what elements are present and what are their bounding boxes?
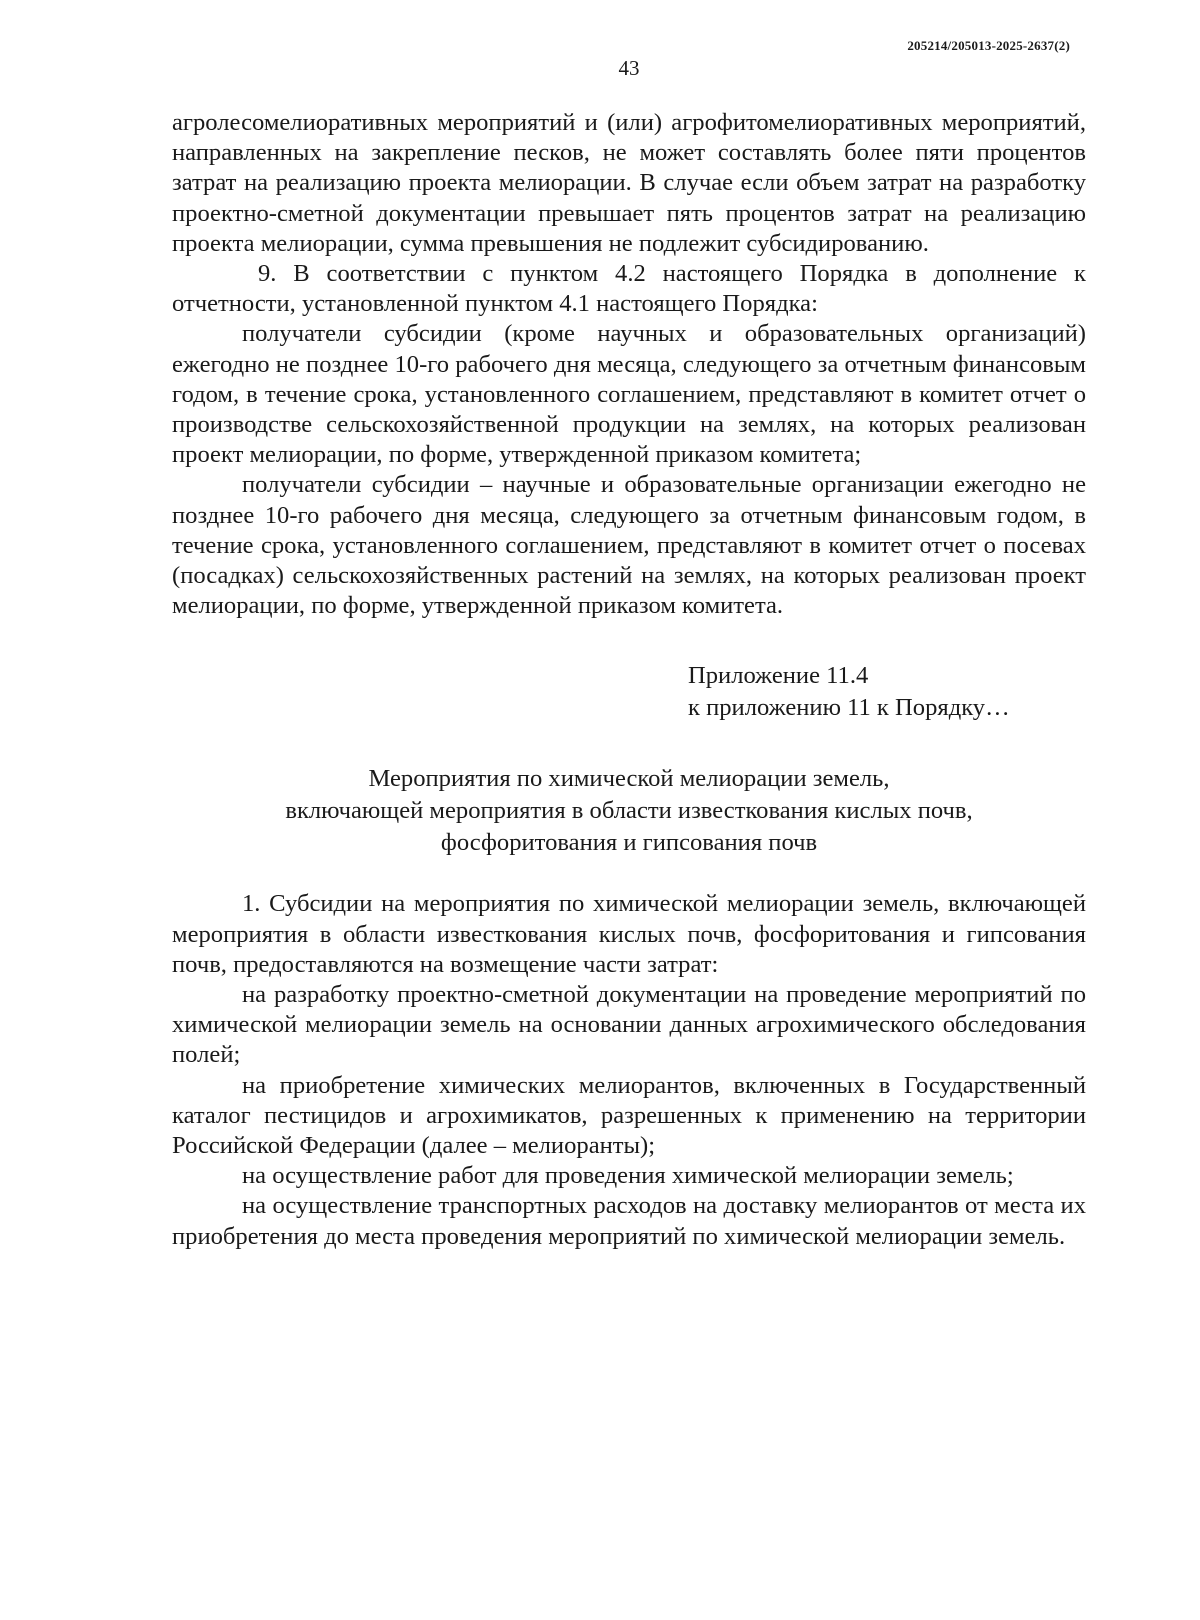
appendix-line-1: Приложение 11.4 — [688, 662, 869, 690]
appendix-line-2: к приложению 11 к Порядку… — [688, 694, 1010, 722]
section-title-line-1: Мероприятия по химической мелиорации земель, — [368, 765, 890, 793]
appendix-reference — [688, 660, 1086, 724]
paragraph-item-1: 1. Субсидии на мероприятия по химической мелиорации земель, включающей мероприятия в области известкования кислых почв, фосфоритования и гипсования почв, предоставляются на возмещение части затрат: — [172, 890, 1086, 978]
section-title — [172, 763, 1086, 859]
page-number: 43 — [618, 56, 640, 80]
section-title-line-2: включающей мероприятия в области известкования кислых почв, — [285, 797, 973, 825]
document-code: 205214/205013-2025-2637(2) — [907, 38, 1070, 53]
spacer — [172, 859, 1086, 889]
list-item-ameliorants-purchase: на приобретение химических мелиорантов, включенных в Государственный каталог пестицидов и агрохимикатов, разрешенных к применению на территории Российской Федерации (далее – мелиоранты); — [172, 1071, 1086, 1160]
paragraph-item-9: 9. В соответствии с пунктом 4.2 настоящего Порядка в дополнение к отчетности, установленной пунктом 4.1 настоящего Порядка: — [172, 260, 1086, 318]
list-item-works: на осуществление работ для проведения химической мелиорации земель; — [242, 1162, 1014, 1190]
document-body — [172, 108, 1086, 1252]
list-item-transport: на осуществление транспортных расходов на доставку мелиорантов от места их приобретения до места проведения мероприятий по химической мелиорации земель. — [172, 1192, 1086, 1250]
paragraph-recipients-general: получатели субсидии (кроме научных и образовательных организаций) ежегодно не позднее 10-го рабочего дня месяца, следующего за отчетным финансовым годом, в течение срока, установленного соглашением, представляют в комитет отчет о производстве сельскохозяйственной продукции на землях, на которых реализован проект мелиорации, по форме, утвержденной приказом комитета; — [172, 320, 1086, 469]
paragraph-continuation: агролесомелиоративных мероприятий и (или) агрофитомелиоративных мероприятий, направленных на закрепление песков, не может составлять более пяти процентов затрат на реализацию проекта мелиорации. В случае если объем затрат на разработку проектно-сметной документации превышает пять процентов затрат на реализацию проекта мелиорации, сумма превышения не подлежит субсидированию. — [172, 109, 1086, 257]
list-item-design-documentation: на разработку проектно-сметной документации на проведение мероприятий по химической мелиорации земель на основании данных агрохимического обследования полей; — [172, 981, 1086, 1069]
section-title-line-3: фосфоритования и гипсования почв — [440, 829, 818, 857]
paragraph-recipients-scientific: получатели субсидии – научные и образовательные организации ежегодно не позднее 10-го рабочего дня месяца, следующего за отчетным финансовым годом, в течение срока, установленного соглашением, представляют в комитет отчет о посевах (посадках) сельскохозяйственных растений на землях, на которых реализован проект мелиорации, по форме, утвержденной приказом комитета. — [172, 471, 1086, 620]
